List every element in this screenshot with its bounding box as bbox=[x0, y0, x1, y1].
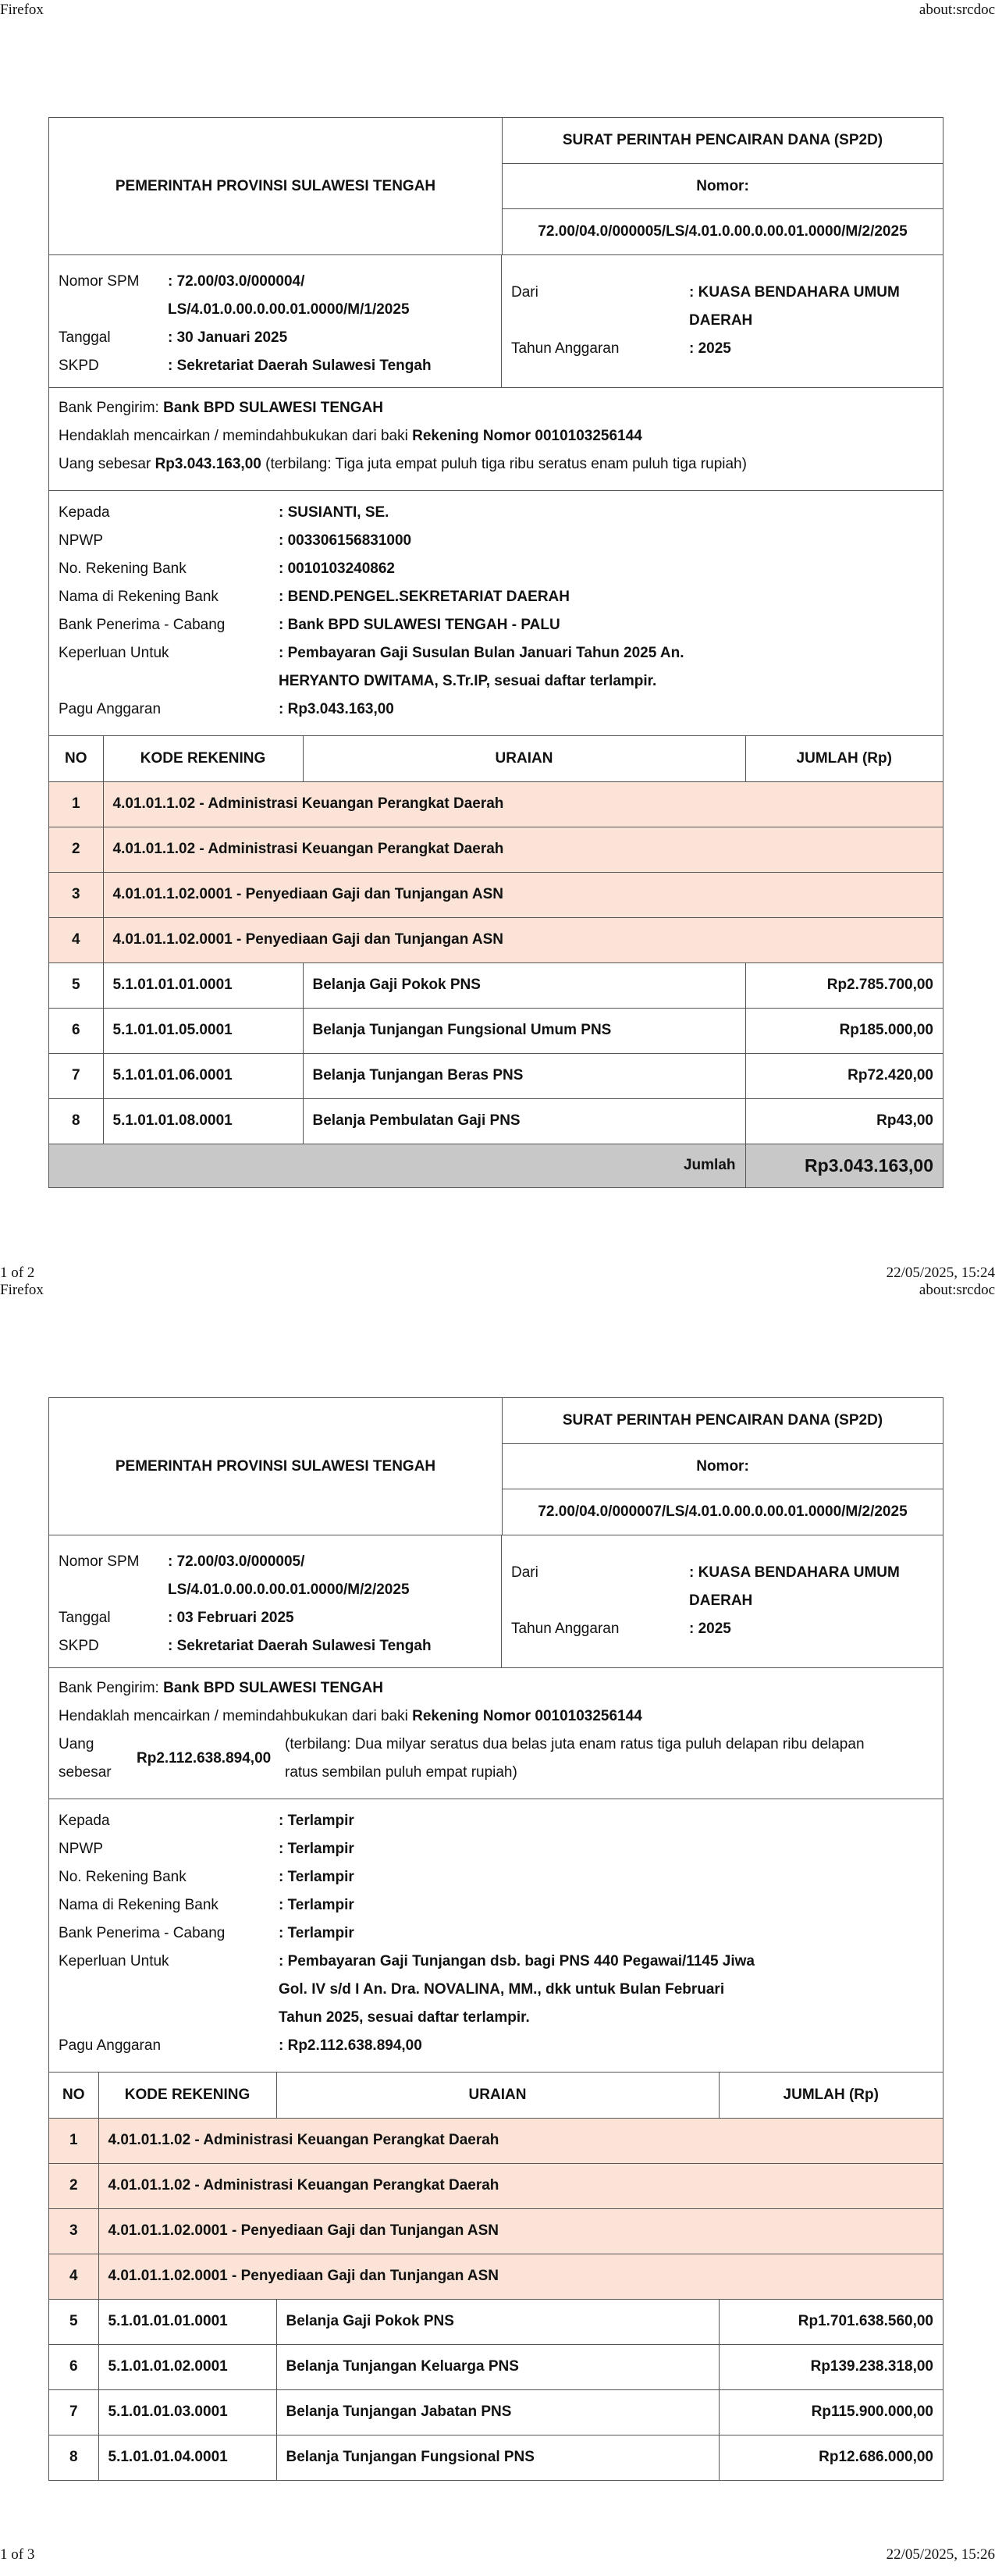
row-uraian: Belanja Gaji Pokok PNS bbox=[303, 962, 745, 1008]
row-no: 4 bbox=[49, 917, 103, 962]
spm-number-cont: LS/4.01.0.00.0.00.01.0000/M/2/2025 bbox=[168, 1582, 410, 1598]
document-number: 72.00/04.0/000005/LS/4.01.0.00.0.00.01.0000/M/2/2025 bbox=[538, 223, 908, 240]
document-title: SURAT PERINTAH PENCAIRAN DANA (SP2D) bbox=[503, 1398, 943, 1444]
pagu-value: : Rp2.112.638.894,00 bbox=[279, 2037, 422, 2054]
spm-number-cont: LS/4.01.0.00.0.00.01.0000/M/1/2025 bbox=[168, 301, 410, 318]
nama-rekening-label: Nama di Rekening Bank bbox=[59, 589, 219, 605]
print-footer bbox=[0, 1265, 995, 1282]
group-label: 4.01.01.1.02.0001 - Penyediaan Gaji dan Tunjangan ASN bbox=[103, 917, 943, 962]
npwp-label: NPWP bbox=[59, 1841, 103, 1857]
row-kode: 5.1.01.01.08.0001 bbox=[103, 1098, 303, 1144]
table-row bbox=[49, 2344, 943, 2389]
row-uraian: Belanja Pembulatan Gaji PNS bbox=[303, 1098, 745, 1144]
row-kode: 5.1.01.01.06.0001 bbox=[103, 1053, 303, 1098]
skpd-value: : Sekretariat Daerah Sulawesi Tengah bbox=[168, 1638, 432, 1654]
keperluan-value-cont: HERYANTO DWITAMA, S.Tr.IP, sesuai daftar terlampir. bbox=[279, 673, 657, 689]
npwp-value: : Terlampir bbox=[279, 1841, 354, 1857]
bank-cabang-label: Bank Penerima - Cabang bbox=[59, 617, 226, 633]
group-label: 4.01.01.1.02.0001 - Penyediaan Gaji dan Tunjangan ASN bbox=[98, 2254, 943, 2299]
row-uraian: Belanja Tunjangan Fungsional Umum PNS bbox=[303, 1008, 745, 1053]
row-no: 3 bbox=[49, 2208, 98, 2254]
col-header-uraian: URAIAN bbox=[276, 2073, 719, 2118]
recipient-section bbox=[49, 1799, 943, 2073]
document-header bbox=[49, 118, 943, 255]
nama-rekening-value: : Terlampir bbox=[279, 1897, 354, 1913]
kepada-value: : Terlampir bbox=[279, 1813, 354, 1829]
account-number: Rekening Nomor 0010103256144 bbox=[412, 1708, 642, 1724]
row-no: 5 bbox=[49, 2299, 98, 2344]
group-label: 4.01.01.1.02 - Administrasi Keuangan Perangkat Daerah bbox=[98, 2163, 943, 2208]
instruction-text: Hendaklah mencairkan / memindahbukukan dari baki bbox=[59, 428, 408, 444]
group-label: 4.01.01.1.02 - Administrasi Keuangan Perangkat Daerah bbox=[103, 781, 943, 827]
sp2d-document bbox=[48, 117, 943, 1188]
account-table bbox=[49, 736, 943, 1187]
tahun-value: : 2025 bbox=[689, 340, 731, 357]
npwp-label: NPWP bbox=[59, 532, 103, 549]
dari-label: Dari bbox=[511, 284, 538, 301]
row-no: 1 bbox=[49, 781, 103, 827]
row-no: 2 bbox=[49, 2163, 98, 2208]
instruction-text: Hendaklah mencairkan / memindahbukukan dari baki bbox=[59, 1708, 408, 1724]
norek-label: No. Rekening Bank bbox=[59, 1869, 187, 1885]
row-no: 6 bbox=[49, 2344, 98, 2389]
table-row bbox=[49, 2299, 943, 2344]
row-no: 5 bbox=[49, 962, 103, 1008]
tanggal-value: : 30 Januari 2025 bbox=[168, 329, 288, 346]
row-kode: 5.1.01.01.04.0001 bbox=[98, 2435, 276, 2480]
table-row bbox=[49, 1008, 943, 1053]
total-label: Jumlah bbox=[49, 1144, 745, 1187]
government-name: PEMERINTAH PROVINSI SULAWESI TENGAH bbox=[49, 1398, 503, 1535]
col-header-uraian: URAIAN bbox=[303, 736, 745, 781]
spm-label: Nomor SPM bbox=[59, 1553, 140, 1570]
keperluan-value-cont: Tahun 2025, sesuai daftar terlampir. bbox=[279, 2009, 530, 2026]
row-jumlah: Rp139.238.318,00 bbox=[719, 2344, 943, 2389]
table-row bbox=[49, 2435, 943, 2480]
bank-cabang-value: : Bank BPD SULAWESI TENGAH - PALU bbox=[279, 617, 560, 633]
nama-rekening-value: : BEND.PENGEL.SEKRETARIAT DAERAH bbox=[279, 589, 570, 605]
bank-pengirim-value: Bank BPD SULAWESI TENGAH bbox=[163, 400, 383, 416]
row-uraian: Belanja Gaji Pokok PNS bbox=[276, 2299, 719, 2344]
group-row bbox=[49, 2254, 943, 2299]
amount-label-cont: sebesar bbox=[59, 1764, 112, 1781]
page-counter: 1 of 3 bbox=[0, 2546, 35, 2563]
npwp-value: : 003306156831000 bbox=[279, 532, 412, 549]
account-number: Rekening Nomor 0010103256144 bbox=[412, 428, 642, 444]
col-header-jumlah: JUMLAH (Rp) bbox=[719, 2073, 943, 2118]
group-row bbox=[49, 781, 943, 827]
kepada-label: Kepada bbox=[59, 1813, 110, 1829]
amount-in-words: (terbilang: Tiga juta empat puluh tiga ribu seratus enam puluh tiga rupiah) bbox=[265, 456, 747, 472]
table-row bbox=[49, 1098, 943, 1144]
row-no: 6 bbox=[49, 1008, 103, 1053]
tahun-label: Tahun Anggaran bbox=[511, 1621, 620, 1637]
keperluan-label: Keperluan Untuk bbox=[59, 1953, 169, 1969]
spm-label: Nomor SPM bbox=[59, 273, 140, 290]
tanggal-label: Tanggal bbox=[59, 329, 111, 346]
browser-name: Firefox bbox=[0, 1282, 44, 1298]
row-jumlah: Rp72.420,00 bbox=[745, 1053, 943, 1098]
row-uraian: Belanja Tunjangan Beras PNS bbox=[303, 1053, 745, 1098]
group-row bbox=[49, 2163, 943, 2208]
row-jumlah: Rp2.785.700,00 bbox=[745, 962, 943, 1008]
bank-cabang-value: : Terlampir bbox=[279, 1925, 354, 1941]
bank-cabang-label: Bank Penerima - Cabang bbox=[59, 1925, 226, 1941]
amount-label: Uang sebesar bbox=[59, 456, 151, 472]
row-uraian: Belanja Tunjangan Jabatan PNS bbox=[276, 2389, 719, 2435]
document-number: 72.00/04.0/000007/LS/4.01.0.00.0.00.01.0000/M/2/2025 bbox=[538, 1503, 908, 1521]
print-timestamp: 22/05/2025, 15:26 bbox=[886, 2546, 995, 2563]
page-counter: 1 of 2 bbox=[0, 1265, 35, 1281]
skpd-value: : Sekretariat Daerah Sulawesi Tengah bbox=[168, 358, 432, 374]
pagu-value: : Rp3.043.163,00 bbox=[279, 701, 394, 717]
group-row bbox=[49, 827, 943, 872]
bank-pengirim-label: Bank Pengirim: bbox=[59, 1680, 159, 1696]
account-table-wrap bbox=[49, 2073, 943, 2480]
row-jumlah: Rp115.900.000,00 bbox=[719, 2389, 943, 2435]
page-url: about:srcdoc bbox=[919, 2, 995, 18]
col-header-jumlah: JUMLAH (Rp) bbox=[745, 736, 943, 781]
amount-in-words-cont: ratus sembilan puluh empat rupiah) bbox=[285, 1764, 517, 1781]
row-no: 2 bbox=[49, 827, 103, 872]
row-no: 1 bbox=[49, 2118, 98, 2163]
account-table bbox=[49, 2073, 943, 2480]
row-kode: 5.1.01.01.03.0001 bbox=[98, 2389, 276, 2435]
row-no: 4 bbox=[49, 2254, 98, 2299]
bank-section bbox=[49, 1668, 943, 1799]
keperluan-value-cont: Gol. IV s/d I An. Dra. NOVALINA, MM., dkk untuk Bulan Februari bbox=[279, 1981, 725, 1998]
row-no: 7 bbox=[49, 1053, 103, 1098]
spm-section bbox=[49, 1535, 943, 1668]
col-header-kode: KODE REKENING bbox=[103, 736, 303, 781]
bank-pengirim-label: Bank Pengirim: bbox=[59, 400, 159, 416]
print-timestamp: 22/05/2025, 15:24 bbox=[886, 1265, 995, 1281]
group-row bbox=[49, 917, 943, 962]
row-uraian: Belanja Tunjangan Fungsional PNS bbox=[276, 2435, 719, 2480]
row-no: 8 bbox=[49, 1098, 103, 1144]
norek-label: No. Rekening Bank bbox=[59, 560, 187, 577]
dari-value-cont: DAERAH bbox=[689, 1592, 753, 1609]
keperluan-value: : Pembayaran Gaji Tunjangan dsb. bagi PNS 440 Pegawai/1145 Jiwa bbox=[279, 1953, 755, 1969]
group-label: 4.01.01.1.02.0001 - Penyediaan Gaji dan Tunjangan ASN bbox=[103, 872, 943, 917]
spm-section bbox=[49, 255, 943, 388]
row-jumlah: Rp1.701.638.560,00 bbox=[719, 2299, 943, 2344]
bank-pengirim-value: Bank BPD SULAWESI TENGAH bbox=[163, 1680, 383, 1696]
col-header-no: NO bbox=[49, 736, 103, 781]
sp2d-document bbox=[48, 1397, 943, 2481]
dari-label: Dari bbox=[511, 1564, 538, 1581]
group-label: 4.01.01.1.02.0001 - Penyediaan Gaji dan Tunjangan ASN bbox=[98, 2208, 943, 2254]
row-no: 3 bbox=[49, 872, 103, 917]
group-label: 4.01.01.1.02 - Administrasi Keuangan Perangkat Daerah bbox=[98, 2118, 943, 2163]
account-table-wrap bbox=[49, 736, 943, 1187]
tahun-label: Tahun Anggaran bbox=[511, 340, 620, 357]
pagu-label: Pagu Anggaran bbox=[59, 2037, 162, 2054]
keperluan-label: Keperluan Untuk bbox=[59, 645, 169, 661]
row-no: 7 bbox=[49, 2389, 98, 2435]
amount-value: Rp3.043.163,00 bbox=[155, 456, 261, 472]
kepada-value: : SUSIANTI, SE. bbox=[279, 504, 389, 521]
col-header-no: NO bbox=[49, 2073, 98, 2118]
row-kode: 5.1.01.01.01.0001 bbox=[98, 2299, 276, 2344]
group-label: 4.01.01.1.02 - Administrasi Keuangan Perangkat Daerah bbox=[103, 827, 943, 872]
total-row bbox=[49, 1144, 943, 1187]
browser-name: Firefox bbox=[0, 2, 44, 18]
keperluan-value: : Pembayaran Gaji Susulan Bulan Januari Tahun 2025 An. bbox=[279, 645, 684, 661]
tanggal-label: Tanggal bbox=[59, 1610, 111, 1626]
print-header bbox=[0, 2, 995, 19]
print-header bbox=[0, 1282, 995, 1299]
document-header bbox=[49, 1398, 943, 1535]
table-row bbox=[49, 2389, 943, 2435]
row-no: 8 bbox=[49, 2435, 98, 2480]
row-jumlah: Rp12.686.000,00 bbox=[719, 2435, 943, 2480]
dari-value: : KUASA BENDAHARA UMUM bbox=[689, 1564, 900, 1581]
table-row bbox=[49, 1053, 943, 1098]
amount-label: Uang bbox=[59, 1736, 94, 1752]
group-row bbox=[49, 2208, 943, 2254]
spm-number: : 72.00/03.0/000005/ bbox=[168, 1553, 305, 1570]
dari-value-cont: DAERAH bbox=[689, 312, 753, 329]
skpd-label: SKPD bbox=[59, 1638, 99, 1654]
tahun-value: : 2025 bbox=[689, 1621, 731, 1637]
pagu-label: Pagu Anggaran bbox=[59, 701, 162, 717]
amount-in-words: (terbilang: Dua milyar seratus dua belas juta enam ratus tiga puluh delapan ribu delapan bbox=[285, 1736, 865, 1752]
amount-value: Rp2.112.638.894,00 bbox=[137, 1750, 272, 1767]
col-header-kode: KODE REKENING bbox=[98, 2073, 276, 2118]
row-kode: 5.1.01.01.02.0001 bbox=[98, 2344, 276, 2389]
tanggal-value: : 03 Februari 2025 bbox=[168, 1610, 294, 1626]
dari-value: : KUASA BENDAHARA UMUM bbox=[689, 284, 900, 301]
row-kode: 5.1.01.01.01.0001 bbox=[103, 962, 303, 1008]
skpd-label: SKPD bbox=[59, 358, 99, 374]
norek-value: : Terlampir bbox=[279, 1869, 354, 1885]
document-title: SURAT PERINTAH PENCAIRAN DANA (SP2D) bbox=[503, 118, 943, 164]
norek-value: : 0010103240862 bbox=[279, 560, 395, 577]
recipient-section bbox=[49, 491, 943, 736]
print-footer bbox=[0, 2546, 995, 2564]
nomor-label: Nomor: bbox=[503, 164, 943, 210]
bank-section bbox=[49, 388, 943, 491]
government-name: PEMERINTAH PROVINSI SULAWESI TENGAH bbox=[49, 118, 503, 254]
nomor-label: Nomor: bbox=[503, 1444, 943, 1490]
kepada-label: Kepada bbox=[59, 504, 110, 521]
group-row bbox=[49, 872, 943, 917]
page-url: about:srcdoc bbox=[919, 1282, 995, 1298]
nama-rekening-label: Nama di Rekening Bank bbox=[59, 1897, 219, 1913]
row-jumlah: Rp43,00 bbox=[745, 1098, 943, 1144]
spm-number: : 72.00/03.0/000004/ bbox=[168, 273, 305, 290]
table-row bbox=[49, 962, 943, 1008]
group-row bbox=[49, 2118, 943, 2163]
row-kode: 5.1.01.01.05.0001 bbox=[103, 1008, 303, 1053]
total-value: Rp3.043.163,00 bbox=[745, 1144, 943, 1187]
row-uraian: Belanja Tunjangan Keluarga PNS bbox=[276, 2344, 719, 2389]
row-jumlah: Rp185.000,00 bbox=[745, 1008, 943, 1053]
